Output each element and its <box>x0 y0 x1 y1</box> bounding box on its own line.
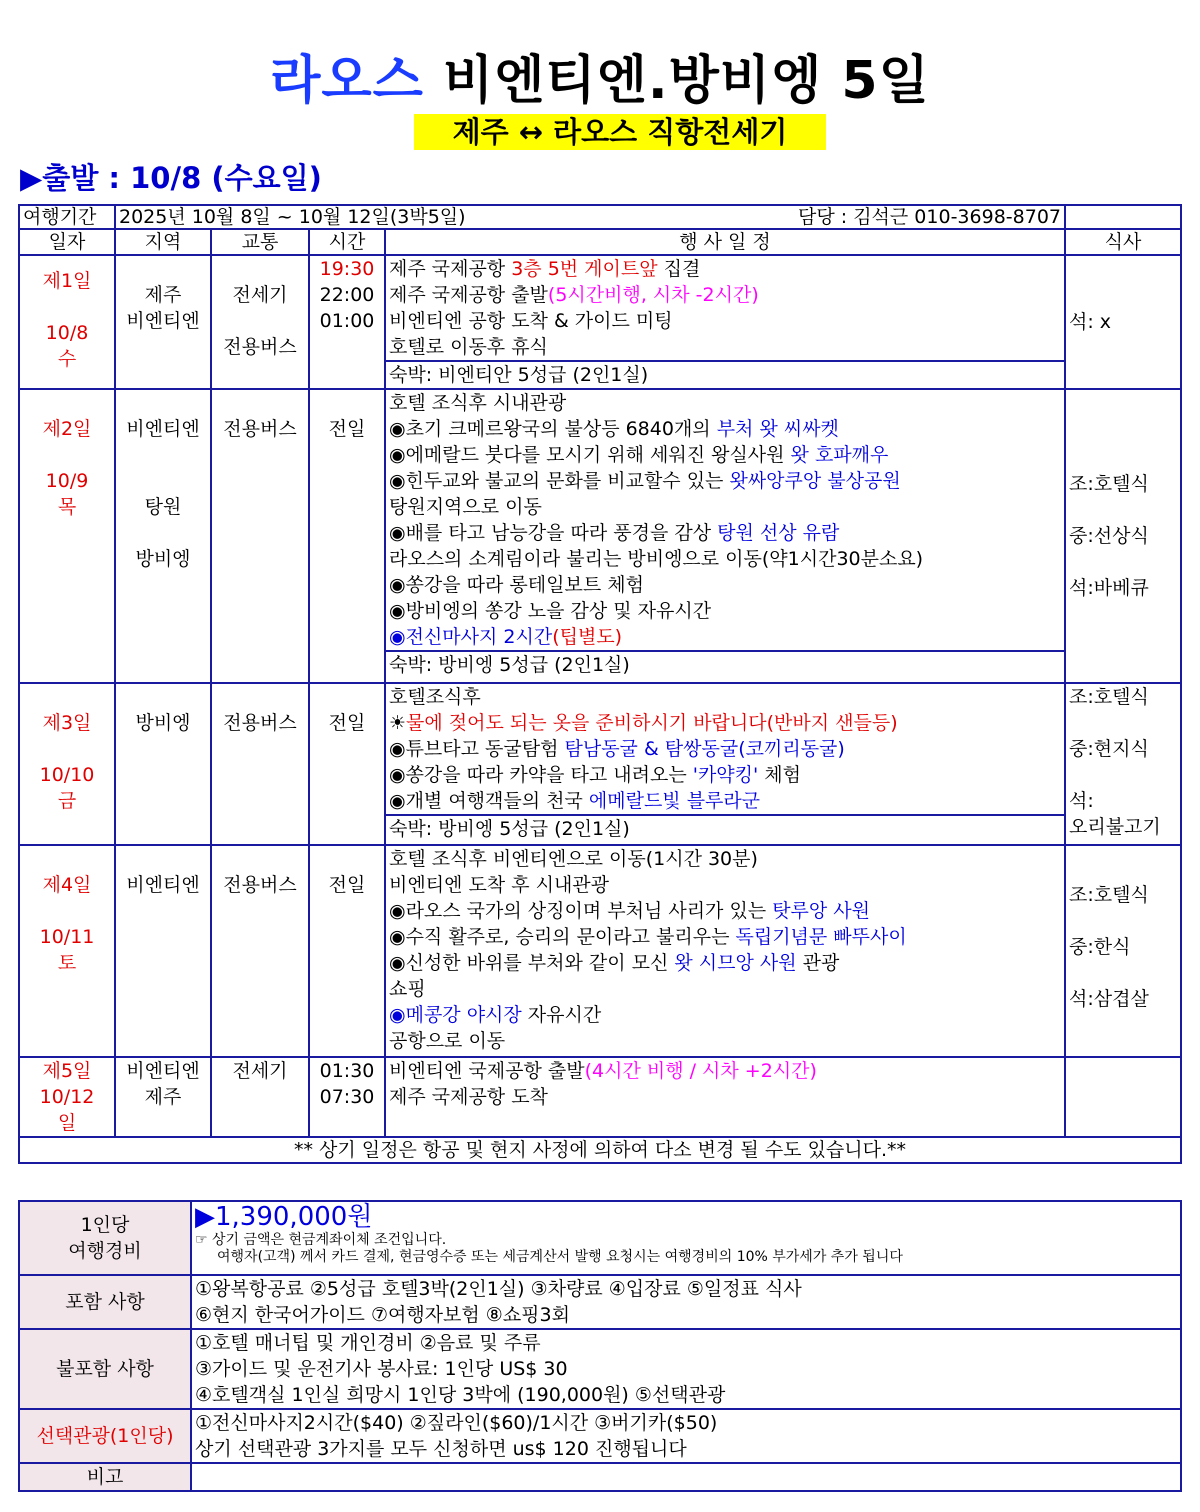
schedule-line: ◉수직 활주로, 승리의 문이라고 불리우는 독립기념문 빠뚜사이 <box>389 926 907 948</box>
header-schedule: 행 사 일 정 <box>385 229 1065 255</box>
include-cell: ①왕복항공료 ②5성급 호텔3박(2인1실) ③차량료 ④입장료 ⑤일정표 식사 ⑥현지 한국어가이드 ⑦여행자보험 ⑧쇼핑3회 <box>191 1275 1181 1329</box>
header-meal: 식사 <box>1065 229 1181 255</box>
schedule-line: 제주 국제공항 도착 <box>389 1086 548 1108</box>
transport-cell: 전세기 <box>211 1057 309 1137</box>
schedule-line: ◉에메랄드 붓다를 모시기 위해 세워진 왕실사원 왓 호파깨우 <box>389 444 889 466</box>
day-cell: 제1일 10/8 수 <box>19 255 115 389</box>
schedule-line: 비엔티엔 국제공항 출발(4시간 비행 / 시차 +2시간) <box>389 1060 817 1082</box>
schedule-line: ◉튜브타고 동굴탐험 탐남동굴 & 탐쌍동굴(코끼리동굴) <box>389 738 845 760</box>
schedule-line: 공항으로 이동 <box>389 1030 506 1052</box>
meal-cell: 조:호텔식 중:현지식 석: 오리불고기 <box>1065 683 1181 845</box>
schedule-cell <box>385 845 1065 1057</box>
time-cell: 전일 <box>309 845 385 1057</box>
schedule-line: 호텔 조식후 비엔티엔으로 이동(1시간 30분) <box>389 848 758 870</box>
schedule-line: ◉개별 여행객들의 천국 에메랄드빛 블루라군 <box>389 790 761 812</box>
exclude-row <box>19 1329 1181 1409</box>
schedule-cell <box>385 1057 1065 1137</box>
optional-row <box>19 1409 1181 1463</box>
exclude-cell: ①호텔 매너팁 및 개인경비 ②음료 및 주류 ③가이드 및 운전기사 봉사료: 1인당 US$ 30 ④호텔객실 1인실 희망시 1인당 3박에 (190,000원) ⑤선택관광 <box>191 1329 1181 1409</box>
header-day: 일자 <box>19 229 115 255</box>
include-row <box>19 1275 1181 1329</box>
schedule-line: ◉쏭강을 따라 롱테일보트 체험 <box>389 574 644 596</box>
header-transport: 교통 <box>211 229 309 255</box>
exclude-label: 불포함 사항 <box>19 1329 191 1409</box>
schedule-line: 호텔로 이동후 휴식 <box>389 336 548 358</box>
include-label: 포함 사항 <box>19 1275 191 1329</box>
schedule-line: ◉배를 타고 남능강을 따라 풍경을 감상 탕원 선상 유람 <box>389 522 840 544</box>
day-cell: 제4일 10/11 토 <box>19 845 115 1057</box>
manager-contact: 담당 : 김석근 010-3698-8707 <box>798 206 1061 228</box>
schedule-line: 호텔 조식후 시내관광 <box>389 392 567 414</box>
meal-cell: 조:호텔식 중:선상식 석:바베큐 <box>1065 389 1181 683</box>
departure-date: ▶출발 : 10/8 (수요일) <box>20 161 322 195</box>
transport-cell: 전용버스 <box>211 683 309 845</box>
remark-label: 비고 <box>19 1463 191 1491</box>
info-period: 2025년 10월 8일 ~ 10월 12일(3박5일) 담당 : 김석근 010-3698-8707 <box>115 205 1065 229</box>
day-cell: 제2일 10/9 목 <box>19 389 115 683</box>
schedule-line: ◉초기 크메르왕국의 불상등 6840개의 부처 왓 씨싸켓 <box>389 418 839 440</box>
meal-cell: 석: x <box>1065 255 1181 389</box>
schedule-cell <box>385 255 1065 389</box>
region-cell: 비엔티엔 <box>115 845 211 1057</box>
schedule-line: ◉메콩강 야시장 자유시간 <box>389 1004 602 1026</box>
info-label: 여행기간 <box>19 205 115 229</box>
schedule-line: 호텔조식후 <box>389 686 481 708</box>
day-cell: 제3일 10/10 금 <box>19 683 115 845</box>
transport-cell: 전용버스 <box>211 389 309 683</box>
day-row-2 <box>19 389 1181 683</box>
remark-row <box>19 1463 1181 1491</box>
transport-cell: 전용버스 <box>211 845 309 1057</box>
price-note-2: 여행자(고객) 께서 카드 결제, 현금영수증 또는 세금계산서 발행 요청시는 여행경비의 10% 부가세가 추가 됩니다 <box>217 1249 903 1265</box>
cost-cell <box>191 1201 1181 1275</box>
meal-cell <box>1065 1057 1181 1137</box>
schedule-line: 비엔티엔 공항 도착 & 가이드 미팅 <box>389 310 673 332</box>
day-row-5 <box>19 1057 1181 1137</box>
day-row-3 <box>19 683 1181 845</box>
page-title <box>0 38 1200 113</box>
schedule-line: 라오스의 소계림이라 불리는 방비엥으로 이동(약1시간30분소요) <box>389 548 924 570</box>
hotel-line: 숙박: 방비엥 5성급 (2인1실) <box>386 814 1064 842</box>
title-rest: 비엔티엔.방비엥 5일 <box>442 51 930 111</box>
schedule-line: ◉라오스 국가의 상징이며 부처님 사리가 있는 탓루앙 사원 <box>389 900 871 922</box>
meal-cell: 조:호텔식 중:한식 석:삼겹살 <box>1065 845 1181 1057</box>
schedule-cell <box>385 389 1065 683</box>
cost-label: 1인당 여행경비 <box>19 1201 191 1275</box>
time-cell: 01:30 07:30 <box>309 1057 385 1137</box>
info-blank <box>1065 205 1181 229</box>
schedule-line: ◉전신마사지 2시간(팁별도) <box>389 626 623 648</box>
day-row-1 <box>19 255 1181 389</box>
title-country: 라오스 <box>270 51 424 111</box>
remark-cell <box>191 1463 1181 1491</box>
schedule-line: 제주 국제공항 3층 5번 게이트앞 집결 <box>389 258 701 280</box>
pricing-table <box>18 1200 1182 1492</box>
notice-text: ** 상기 일정은 항공 및 현지 사정에 의하여 다소 변경 될 수도 있습니다.** <box>19 1137 1181 1163</box>
cost-row <box>19 1201 1181 1275</box>
price-value: ▶1,390,000원 <box>195 1202 373 1232</box>
region-cell: 비엔티엔 탕원 방비엥 <box>115 389 211 683</box>
schedule-line: 제주 국제공항 출발(5시간비행, 시차 -2시간) <box>389 284 759 306</box>
schedule-line: 비엔티엔 도착 후 시내관광 <box>389 874 610 896</box>
schedule-line: ◉힌두교와 불교의 문화를 비교할수 있는 왓싸앙쿠앙 불상공원 <box>389 470 901 492</box>
transport-cell: 전세기 전용버스 <box>211 255 309 389</box>
header-region: 지역 <box>115 229 211 255</box>
schedule-line: 쇼핑 <box>389 978 426 1000</box>
schedule-table <box>18 204 1182 1164</box>
time-cell: 19:30 22:00 01:00 <box>309 255 385 389</box>
schedule-cell <box>385 683 1065 845</box>
time-cell: 전일 <box>309 683 385 845</box>
schedule-line: ☀물에 젖어도 되는 옷을 준비하시기 바랍니다(반바지 샌들등) <box>389 712 898 734</box>
route-banner: 제주 ↔ 라오스 직항전세기 <box>414 114 826 150</box>
day-cell: 제5일 10/12 일 <box>19 1057 115 1137</box>
schedule-line: ◉방비엥의 쏭강 노을 감상 및 자유시간 <box>389 600 712 622</box>
region-cell: 제주 비엔티엔 <box>115 255 211 389</box>
optional-label: 선택관광(1인당) <box>19 1409 191 1463</box>
schedule-line: ◉쏭강을 따라 카약을 타고 내려오는 '카약킹' 체험 <box>389 764 801 786</box>
schedule-line: 탕원지역으로 이동 <box>389 496 542 518</box>
time-cell: 전일 <box>309 389 385 683</box>
header-time: 시간 <box>309 229 385 255</box>
notice-row <box>19 1137 1181 1163</box>
price-note-1: ☞ 상기 금액은 현금계좌이체 조건입니다. <box>195 1232 447 1248</box>
day-row-4 <box>19 845 1181 1057</box>
hotel-line: 숙박: 비엔티안 5성급 (2인1실) <box>386 360 1064 388</box>
schedule-line: ◉신성한 바위를 부처와 같이 모신 왓 시므앙 사원 관광 <box>389 952 840 974</box>
header-row <box>19 229 1181 255</box>
optional-cell: ①전신마사지2시간($40) ②짚라인($60)/1시간 ③버기카($50) 상기 선택관광 3가지를 모두 신청하면 us$ 120 진행됩니다 <box>191 1409 1181 1463</box>
region-cell: 방비엥 <box>115 683 211 845</box>
hotel-line: 숙박: 방비엥 5성급 (2인1실) <box>386 650 1064 678</box>
region-cell: 비엔티엔 제주 <box>115 1057 211 1137</box>
info-row <box>19 205 1181 229</box>
